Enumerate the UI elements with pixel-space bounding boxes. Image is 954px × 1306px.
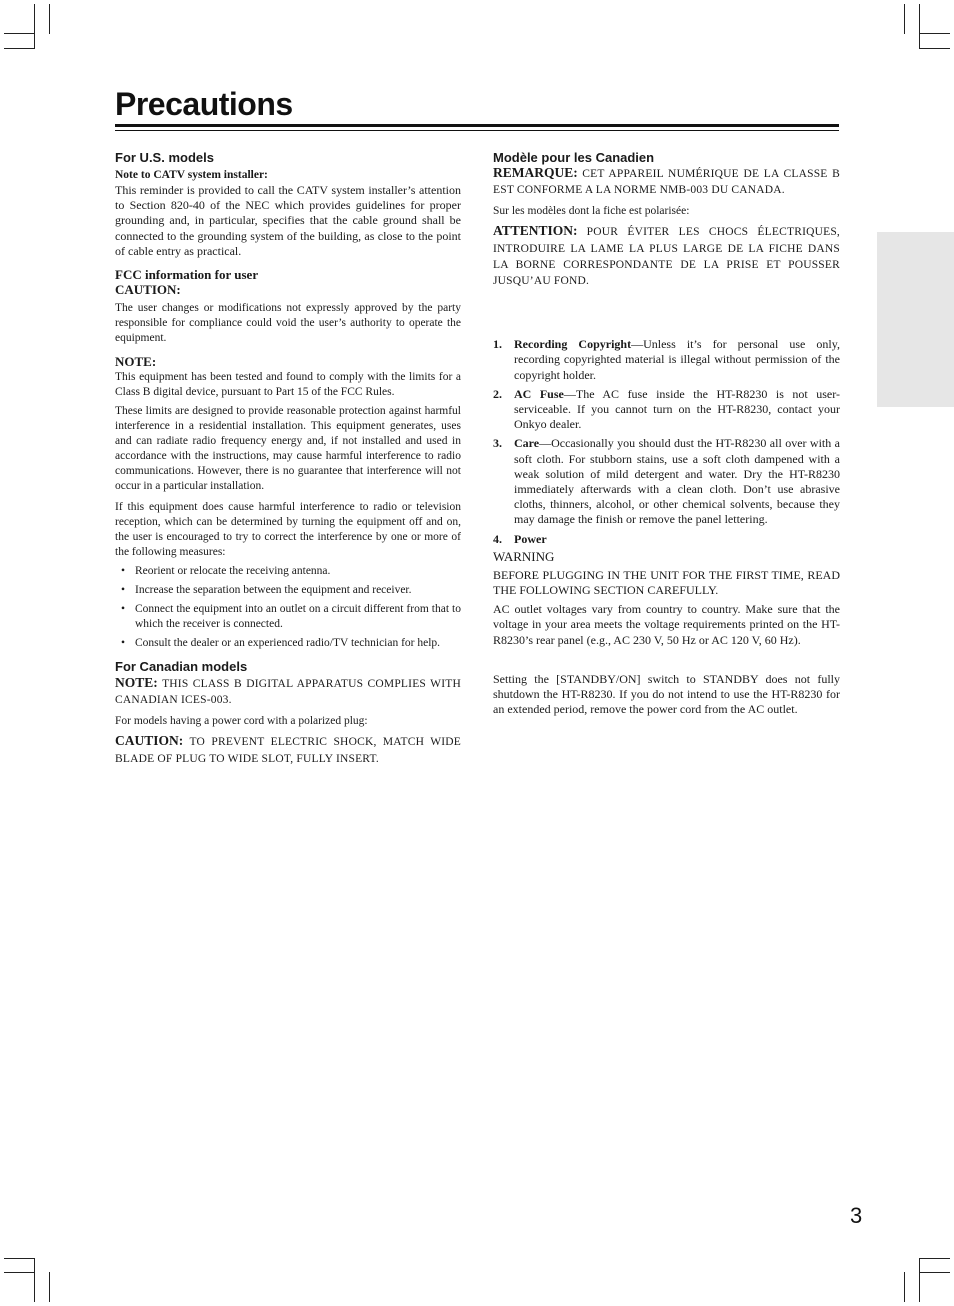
section-heading-modele: Modèle pour les Canadien xyxy=(493,150,655,165)
canadian-plug-text: For models having a power cord with a polarized plug: xyxy=(115,715,368,728)
list-item: • Increase the separation between the equipment and receiver. xyxy=(115,583,461,598)
list-item: • Connect the equipment into an outlet on a circuit different from that to which the receiver is connected. xyxy=(115,602,461,632)
note-text-1: This equipment has been tested and found to comply with the limits for a Class B digital device, pursuant to Part 15 of the FCC Rules. xyxy=(115,371,461,399)
crop-mark xyxy=(4,48,35,49)
warning-text: BEFORE PLUGGING IN THE UNIT FOR THE FIRST TIME, READ THE FOLLOWING SECTION CAREFULLY. xyxy=(493,567,840,598)
crop-mark xyxy=(919,1258,950,1259)
canadian-note xyxy=(115,675,461,708)
remarque-label: REMARQUE: xyxy=(493,165,578,180)
remarque xyxy=(493,165,840,198)
canadian-note-text: THIS CLASS B DIGITAL APPARATUS COMPLIES WITH CANADIAN ICES-003. xyxy=(115,678,461,707)
side-tab xyxy=(877,232,954,407)
list-item xyxy=(493,387,840,433)
caution-text: The user changes or modifications not expressly approved by the party responsible for compliance could void the user’s authority to operate the equipment. xyxy=(115,302,461,345)
note-text-3: If this equipment does cause harmful interference to radio or television reception, which can be determined by turning the equipment off and on, the user is encouraged to try to correct the interference by one or more of the following measures: xyxy=(115,501,461,559)
crop-mark xyxy=(4,1258,35,1259)
section-heading-us: For U.S. models xyxy=(115,150,214,165)
crop-mark xyxy=(919,48,950,49)
crop-mark xyxy=(919,33,950,34)
fcc-heading: FCC information for user xyxy=(115,267,259,283)
crop-mark xyxy=(49,1272,50,1302)
remarque-text: CET APPAREIL NUMÉRIQUE DE LA CLASSE B EST CONFORME A LA NORME NMB-003 DU CANADA. xyxy=(493,168,840,197)
item-label: AC Fuse xyxy=(514,386,564,401)
crop-mark xyxy=(919,1272,950,1273)
section-heading-canadian: For Canadian models xyxy=(115,659,248,675)
item-text: —Unless it’s for personal use only, recording copyrighted material is illegal without permission of the copyright holder. xyxy=(514,337,840,382)
canadian-caution-label: CAUTION: xyxy=(115,733,184,749)
note-text-2: These limits are designed to provide reasonable protection against harmful interference in a residential installation. This equipment generates, uses and can radiate radio frequency energy and, if not installed and used in accordance with the instructions, may cause harmful interference to radio communications. However, there is no guarantee that interference will not occur in a particular installation. xyxy=(115,405,461,493)
list-item: • Consult the dealer or an experienced radio/TV technician for help. xyxy=(115,636,461,651)
fiche-text: Sur les modèles dont la fiche est polarisée: xyxy=(493,205,690,218)
canadian-caution-text: TO PREVENT ELECTRIC SHOCK, MATCH WIDE BLADE OF PLUG TO WIDE SLOT, FULLY INSERT. xyxy=(115,736,462,765)
item-number: 1. xyxy=(493,337,502,352)
crop-mark xyxy=(34,1258,35,1302)
crop-mark xyxy=(34,4,35,49)
crop-mark xyxy=(4,1272,35,1273)
precautions-list xyxy=(493,337,840,547)
item-label: Care xyxy=(514,436,540,451)
canadian-note-label: NOTE: xyxy=(115,675,158,691)
title-rule-thin xyxy=(115,130,839,131)
crop-mark xyxy=(919,1258,920,1302)
crop-mark xyxy=(919,4,920,49)
attention-text: POUR ÉVITER LES CHOCS ÉLECTRIQUES, INTRODUIRE LA LAME LA PLUS LARGE DE LA FICHE DANS LA BORNE CORRESPONDANTE DE LA PRISE ET POUSSER JUSQU’AU FOND. xyxy=(493,226,841,288)
title-rule xyxy=(115,124,839,127)
item-number: 2. xyxy=(493,386,502,401)
list-item xyxy=(493,532,840,547)
right-column xyxy=(493,150,840,721)
left-column xyxy=(115,150,461,771)
item-number: 3. xyxy=(493,436,502,451)
standby-text: Setting the [STANDBY/ON] switch to STANDBY does not fully shutdown the HT-R8230. If you do not intend to use the HT-R8230 for an extended period, remove the power cord from the AC outlet. xyxy=(493,671,840,717)
item-label: Power xyxy=(514,531,547,546)
list-item: • Reorient or relocate the receiving antenna. xyxy=(115,564,461,579)
crop-mark xyxy=(904,1272,905,1302)
crop-mark xyxy=(904,4,905,34)
note-heading: NOTE: xyxy=(115,354,157,370)
crop-mark xyxy=(4,33,35,34)
list-item xyxy=(493,337,840,383)
catv-heading: Note to CATV system installer: xyxy=(115,169,268,181)
page-title: Precautions xyxy=(115,86,293,122)
caution-heading: CAUTION: xyxy=(115,282,181,298)
warning-heading: WARNING xyxy=(493,548,555,564)
crop-mark xyxy=(49,4,50,34)
item-text: —Occasionally you should dust the HT-R8230 all over with a soft cloth. For stubborn stains, use a soft cloth dampened with a weak solution of mild detergent and water. Dry the HT-R8230 immediately afterwards with a clean cloth. Don’t use abrasive cloths, thinners, alcohol, or other chemical solvents, because they may damage the finish or remove the panel lettering. xyxy=(514,436,840,527)
attention-label: ATTENTION: xyxy=(493,223,578,239)
page-number: 3 xyxy=(850,1203,863,1228)
voltage-text: AC outlet voltages vary from country to country. Make sure that the voltage in your area meets the voltage requirements printed on the HT-R8230’s rear panel (e.g., AC 230 V, 50 Hz or AC 120 V, 60 Hz). xyxy=(493,602,840,647)
catv-text: This reminder is provided to call the CATV system installer’s attention to Section 820-40 of the NEC which provides guidelines for proper grounding and, in particular, specifies that the cable ground shall be connected to the grounding system of the building, as close to the point of cable entry as practical. xyxy=(115,183,461,258)
canadian-caution xyxy=(115,733,461,766)
list-item xyxy=(493,436,840,527)
attention xyxy=(493,223,840,289)
item-number: 4. xyxy=(493,531,502,546)
item-label: Recording Copyright xyxy=(514,337,632,352)
measures-list xyxy=(115,564,461,651)
item-text: —The AC fuse inside the HT-R8230 is not user-serviceable. If you cannot turn on the HT-R8230, contact your Onkyo dealer. xyxy=(514,386,840,432)
